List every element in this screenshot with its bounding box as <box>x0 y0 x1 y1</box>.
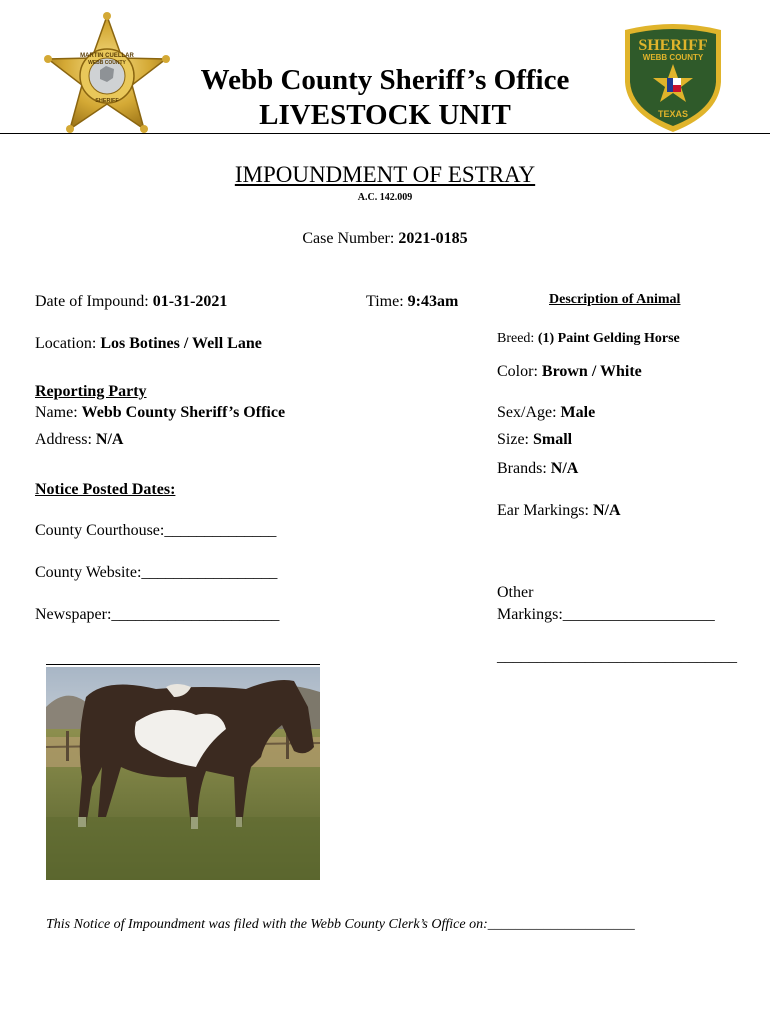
reporting-party-address <box>35 431 123 449</box>
case-number-value: 2021-0185 <box>398 230 468 247</box>
newspaper-posted: Newspaper:_____________________ <box>35 606 280 623</box>
breed-value: (1) Paint Gelding Horse <box>537 331 680 346</box>
location-label: Location: <box>35 335 97 352</box>
animal-breed <box>497 331 680 347</box>
star-badge-text-bottom: SHERIFF <box>95 98 119 104</box>
animal-size <box>497 431 572 449</box>
shield-text-bottom: TEXAS <box>657 109 689 119</box>
animal-sex-age <box>497 404 595 422</box>
other-markings-blank-line: ______________________________ <box>497 648 737 665</box>
time-of-impound <box>366 293 458 311</box>
size-value: Small <box>533 431 573 448</box>
header-divider <box>0 133 770 134</box>
date-value: 01-31-2021 <box>152 293 228 310</box>
name-value: Webb County Sheriff’s Office <box>81 404 286 421</box>
notice-posted-heading: Notice Posted Dates: <box>35 481 176 498</box>
address-label: Address: <box>35 431 92 448</box>
animal-color <box>497 363 642 381</box>
notice-title: IMPOUNDMENT OF ESTRAY <box>234 162 536 187</box>
shield-text-mid: WEBB COUNTY <box>642 53 704 62</box>
header-title-office: Webb County Sheriff’s Office <box>200 64 570 96</box>
location-value: Los Botines / Well Lane <box>100 335 262 352</box>
courthouse-posted: County Courthouse:______________ <box>35 522 277 539</box>
case-number-label: Case Number: <box>302 230 395 247</box>
size-label: Size: <box>497 431 529 448</box>
time-value: 9:43am <box>407 293 459 310</box>
sexage-label: Sex/Age: <box>497 404 557 421</box>
name-label: Name: <box>35 404 78 421</box>
reporting-party-heading: Reporting Party <box>35 383 147 400</box>
horse-photo <box>46 667 320 880</box>
ear-label: Ear Markings: <box>497 502 589 519</box>
header-title-unit: LIVESTOCK UNIT <box>259 99 511 131</box>
brands-label: Brands: <box>497 460 547 477</box>
address-value: N/A <box>95 431 124 448</box>
date-label: Date of Impound: <box>35 293 149 310</box>
other-markings-label: Other <box>497 584 534 601</box>
ear-value: N/A <box>592 502 621 519</box>
color-value: Brown / White <box>541 363 642 380</box>
animal-ear-markings <box>497 502 621 520</box>
star-badge-text-mid: WEBB COUNTY <box>88 60 126 66</box>
breed-label: Breed: <box>497 331 535 346</box>
horse-photo-icon <box>46 667 320 880</box>
brands-value: N/A <box>550 460 579 477</box>
other-markings-line: Markings:___________________ <box>497 606 715 623</box>
statute-reference: A.C. 142.009 <box>357 192 413 203</box>
sexage-value: Male <box>560 404 596 421</box>
time-label: Time: <box>366 293 404 310</box>
star-badge-text-top: MARTIN CUELLAR <box>80 53 134 59</box>
animal-description-heading: Description of Animal <box>549 292 681 307</box>
footer-notice: This Notice of Impoundment was filed with the Webb County Clerk’s Office on:_____________________ <box>46 917 635 932</box>
reporting-party-name <box>35 404 285 422</box>
photo-top-rule <box>46 664 320 665</box>
shield-text-top: SHERIFF <box>638 37 708 54</box>
animal-brands <box>497 460 578 478</box>
date-of-impound <box>35 293 227 311</box>
case-number <box>0 230 770 248</box>
location <box>35 335 262 353</box>
color-label: Color: <box>497 363 538 380</box>
website-posted: County Website:_________________ <box>35 564 278 581</box>
